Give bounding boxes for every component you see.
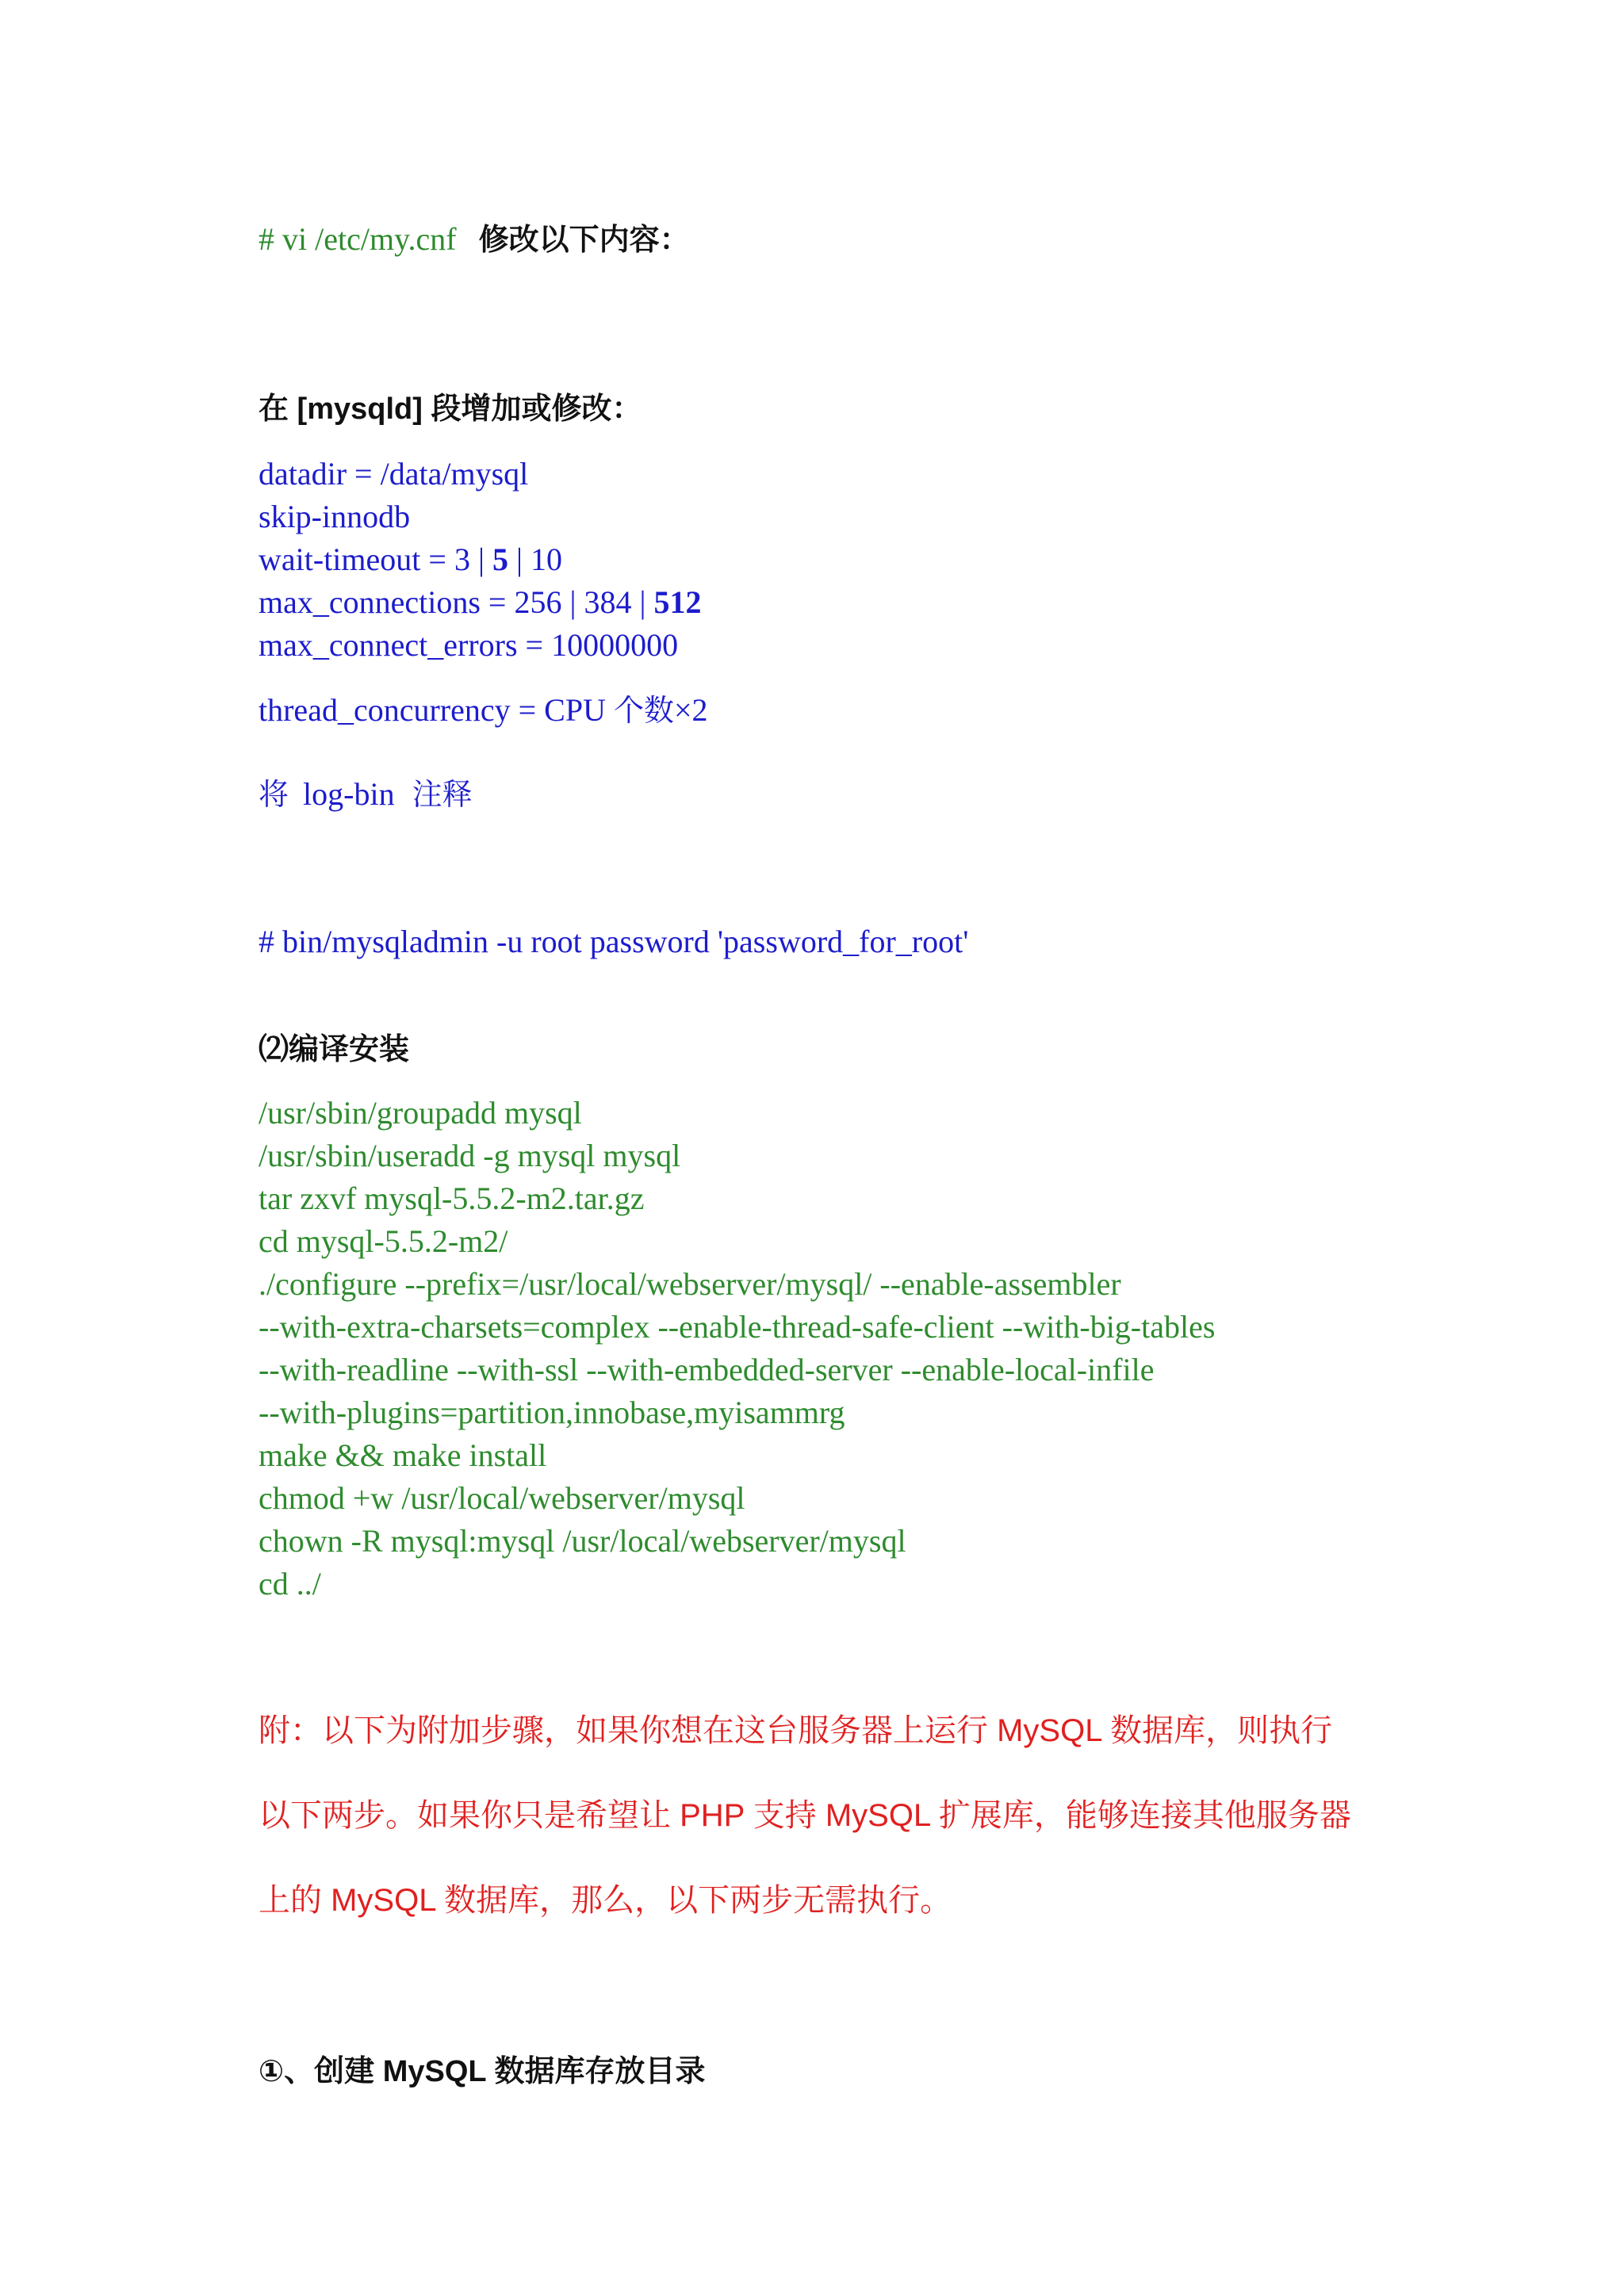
config-max-connections [259,584,702,620]
config-datadir: datadir = /data/mysql [259,456,529,492]
edit-config-description: 修改以下内容： [478,224,690,257]
config-skip-innodb: skip-innodb [259,499,411,534]
compile-line: /usr/sbin/groupadd mysql [259,1095,582,1131]
optional-steps-note-line3: 上的 MySQL 数据库，那么，以下两步无需执行。 [259,1883,952,1918]
max-connections-recommended: 512 [653,584,702,620]
thread-concurrency-suffix: ×2 [673,692,708,728]
logbin-cn-prefix: 将 [259,779,289,812]
wait-timeout-recommended: 5 [492,541,508,577]
logbin-cn-suffix: 注释 [412,779,473,812]
compile-line: /usr/sbin/useradd -g mysql mysql [259,1138,681,1173]
compile-line: --with-extra-charsets=complex --enable-thread-safe-client --with-big-tables [259,1309,1216,1345]
compile-line: cd mysql-5.5.2-m2/ [259,1223,508,1259]
max-connections-prefix: max_connections = 256 | 384 | [259,584,654,620]
wait-timeout-suffix: | 10 [508,541,562,577]
create-datadir-heading: ①、创建 MySQL 数据库存放目录 [259,2055,706,2088]
compile-line: chown -R mysql:mysql /usr/local/webserver/mysql [259,1523,906,1559]
config-thread-concurrency [259,692,708,728]
optional-steps-note-line1: 附：以下为附加步骤，如果你想在这台服务器上运行 MySQL 数据库，则执行 [259,1713,1333,1748]
config-wait-timeout [259,541,562,577]
compile-install-heading: ⑵编译安装 [259,1033,410,1066]
thread-concurrency-prefix: thread_concurrency = CPU [259,692,614,728]
compile-line: --with-plugins=partition,innobase,myisammrg [259,1395,845,1430]
compile-line: tar zxvf mysql-5.5.2-m2.tar.gz [259,1181,645,1216]
mysqld-section-heading: 在 [mysqld] 段增加或修改： [259,392,642,426]
logbin-code: log-bin [303,776,395,812]
optional-steps-note-line2: 以下两步。如果你只是希望让 PHP 支持 MySQL 扩展库，能够连接其他服务器 [259,1798,1351,1833]
edit-config-command: # vi /etc/my.cnf [259,221,457,257]
compile-line: --with-readline --with-ssl --with-embedded-server --enable-local-infile [259,1352,1155,1387]
compile-line: make && make install [259,1437,547,1473]
compile-line: ./configure --prefix=/usr/local/webserver/mysql/ --enable-assembler [259,1266,1121,1302]
config-max-connect-errors: max_connect_errors = 10000000 [259,627,679,663]
wait-timeout-prefix: wait-timeout = 3 | [259,541,492,577]
set-root-password-command: # bin/mysqladmin -u root password 'password_for_root' [259,924,969,959]
edit-config-line [259,221,690,257]
thread-concurrency-cn: 个数 [613,695,674,728]
compile-line: chmod +w /usr/local/webserver/mysql [259,1480,745,1516]
compile-line: cd ../ [259,1566,321,1601]
config-logbin-note [259,776,473,812]
